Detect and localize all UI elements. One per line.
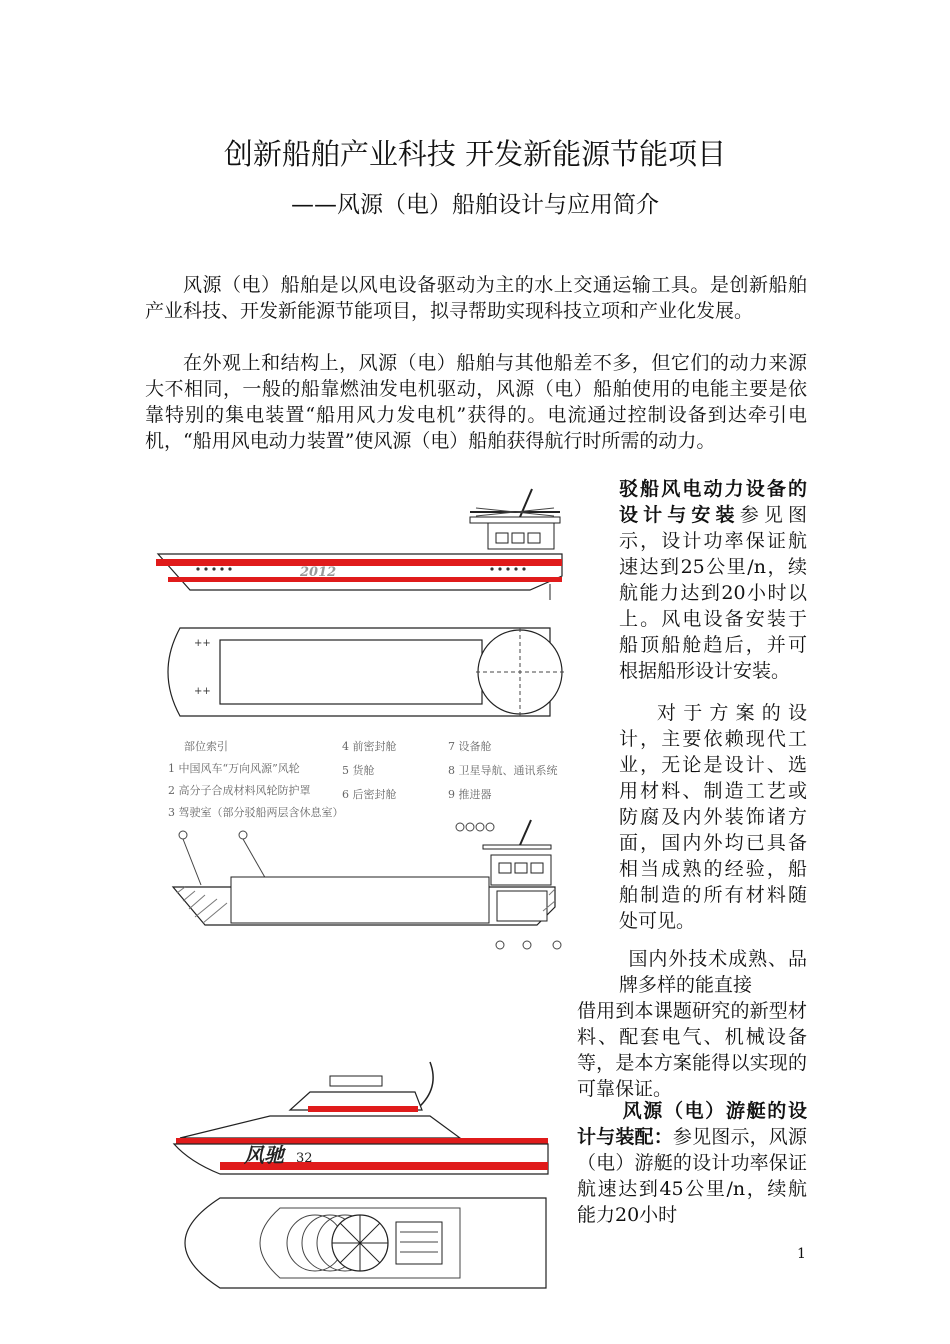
legend-title: 部位索引 bbox=[184, 740, 228, 753]
legend-item: 4 前密封舱 bbox=[342, 740, 397, 753]
legend-item: 6 后密封舱 bbox=[342, 788, 397, 801]
section2-block bbox=[577, 1098, 807, 1228]
intro-paragraph-2: 在外观上和结构上，风源（电）船舶与其他船差不多，但它们的动力来源大不相同，一般的船靠燃油发电机驱动，风源（电）船舶使用的电能主要是依靠特别的集电装置“船用风力发电机”获得的。电流通过控制设备到达牵引电机，“船用风电动力装置”使风源（电）船舶获得航行时所需的动力。 bbox=[145, 352, 807, 452]
intro-paragraph-1: 风源（电）船舶是以风电设备驱动为主的水上交通运输工具。是创新船舶产业科技、开发新能源节能项目，拟寻帮助实现科技立项和产业化发展。 bbox=[145, 274, 807, 322]
legend-item: 2 高分子合成材料风轮防护罩 bbox=[168, 784, 311, 797]
section1-block bbox=[619, 476, 807, 684]
yacht-hull-text: 风驰 bbox=[244, 1143, 284, 1167]
section1-text: 参见图示，设计功率保证航速达到25公里/n，续航能力达到20小时以上。风电设备安装于船顶船舱趋后，并可根据船形设计安装。 bbox=[619, 504, 807, 682]
legend-item: 3 驾驶室（部分驳船两层含休息室） bbox=[168, 806, 344, 819]
barge-hull-text: 2012 bbox=[300, 565, 337, 580]
legend-item: 7 设备舱 bbox=[448, 740, 492, 753]
yacht-side-view bbox=[160, 1058, 550, 1183]
yacht-hull-number: 32 bbox=[296, 1151, 313, 1166]
section1-paragraph-2: 对于方案的设计，主要依赖现代工业，无论是设计、选用材料、制造工艺或防腐及内外装饰诸方面，国内外均已具备相当成熟的经验，船舶制造的所有材料随处可见。 bbox=[619, 702, 807, 932]
legend-item: 1 中国风车“万向风源”风轮 bbox=[168, 762, 300, 775]
barge-side-view bbox=[150, 484, 570, 604]
barge-section-view bbox=[165, 815, 565, 955]
svg-text:++: ++ bbox=[194, 638, 211, 649]
page-title: 创新船舶产业科技 开发新能源节能项目 bbox=[223, 137, 727, 171]
legend-item: 8 卫星导航、通讯系统 bbox=[448, 764, 558, 777]
section1-paragraph-3b: 借用到本课题研究的新型材料、配套电气、机械设备等，是本方案能得以实现的可靠保证。 bbox=[577, 1000, 807, 1100]
page-number: 1 bbox=[797, 1246, 806, 1262]
barge-plan-view bbox=[150, 618, 570, 728]
section1-paragraph-3a: 国内外技术成熟、品牌多样的能直接 bbox=[619, 948, 807, 996]
yacht-plan-view bbox=[160, 1188, 550, 1298]
svg-text:++: ++ bbox=[194, 686, 211, 697]
legend-item: 9 推进器 bbox=[448, 788, 492, 801]
section2-text: 参见图示，风源（电）游艇的设计功率保证航速达到45公里/n，续航能力20小时 bbox=[577, 1126, 807, 1226]
section2-heading: 风源（电）游艇的设计与装配： bbox=[577, 1100, 807, 1148]
page-subtitle: ——风源（电）船舶设计与应用简介 bbox=[291, 192, 659, 218]
legend-item: 5 货舱 bbox=[342, 764, 375, 777]
section1-heading: 驳船风电动力设备的设计与安装 bbox=[619, 478, 807, 526]
